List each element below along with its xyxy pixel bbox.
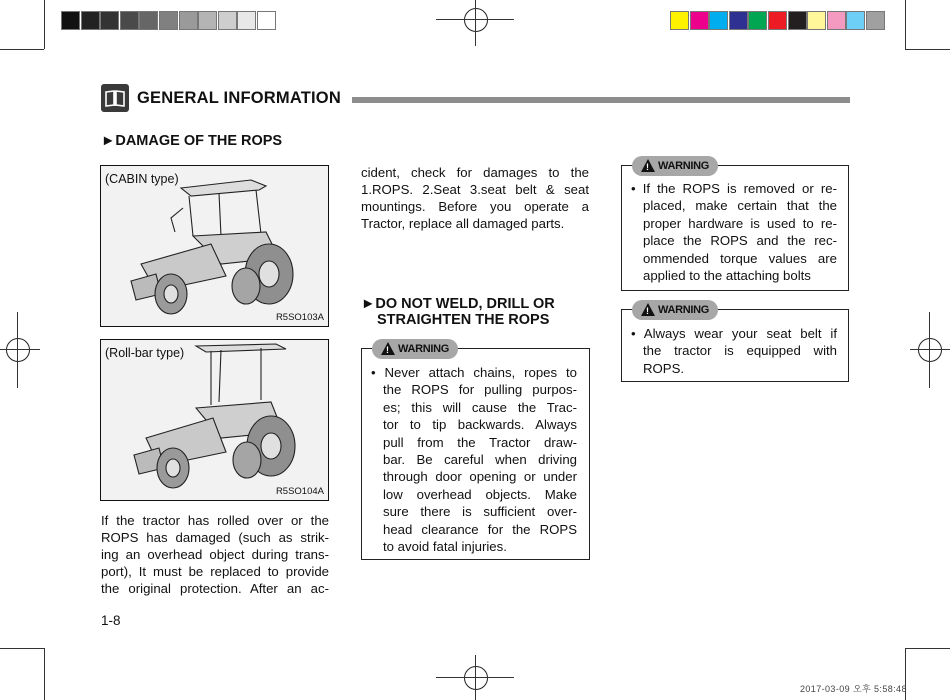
warning-text-line: low overhead objects. Make xyxy=(383,486,577,502)
print-timestamp: 2017-03-09 오후 5:58:48 xyxy=(800,684,907,694)
cabin-tractor-illustration xyxy=(101,166,330,328)
figure-caption: (Roll-bar type) xyxy=(105,346,185,360)
warning-text-line: bar. Be careful when driving xyxy=(383,452,577,467)
crop-mark xyxy=(905,49,950,50)
crop-mark xyxy=(44,0,45,49)
color-swatch xyxy=(827,11,846,30)
color-swatch xyxy=(709,11,728,30)
warning-label xyxy=(632,156,718,176)
text-line: Tractor, replace all damaged parts. xyxy=(361,216,565,231)
book-icon xyxy=(101,84,129,112)
section-title: ►DAMAGE OF THE ROPS xyxy=(101,133,283,149)
warning-text-line: tor to tip backwards. Always xyxy=(383,417,577,433)
color-swatch xyxy=(237,11,256,30)
crop-mark xyxy=(905,0,906,49)
color-swatch xyxy=(807,11,826,30)
page-number: 1-8 xyxy=(101,613,121,628)
color-swatch xyxy=(81,11,100,30)
color-swatch xyxy=(690,11,709,30)
figure-rollbar-tractor xyxy=(100,339,329,501)
figure-cabin-tractor xyxy=(100,165,329,327)
warning-text-line: proper hardware is used to re- xyxy=(643,215,837,231)
crop-mark xyxy=(44,648,45,700)
warning-text-line: the ROPS for pulling purpos- xyxy=(383,382,577,398)
warning-triangle-icon: ! xyxy=(381,342,395,355)
warning-text-line: place the ROPS and the rec- xyxy=(643,233,837,249)
color-swatch xyxy=(768,11,787,30)
color-swatch xyxy=(218,11,237,30)
warning-triangle-icon: ! xyxy=(641,159,655,172)
color-swatch xyxy=(257,11,276,30)
text-line: cident, check for damages to the xyxy=(361,165,589,180)
warning-text-line: ROPS. xyxy=(643,360,685,376)
crop-mark xyxy=(905,648,950,649)
color-swatch xyxy=(729,11,748,30)
warning-text-line: • If the ROPS is removed or re- xyxy=(631,181,837,196)
warning-label xyxy=(632,300,718,320)
warning-text-line: sure there is sufficient over- xyxy=(383,504,577,520)
color-swatch xyxy=(670,11,689,30)
page-title: GENERAL INFORMATION xyxy=(137,89,341,107)
text-line: mountings. Before you operate a xyxy=(361,199,589,214)
registration-line xyxy=(475,0,476,46)
section-title: ►DO NOT WELD, DRILL OR xyxy=(361,296,555,312)
color-swatch xyxy=(61,11,80,30)
color-swatch xyxy=(120,11,139,30)
rollbar-tractor-illustration xyxy=(101,340,330,502)
text-line: ing an overhead object during trans- xyxy=(101,547,329,562)
registration-line xyxy=(910,349,950,350)
warning-text-line: es; this will cause the Trac- xyxy=(383,399,577,415)
header-rule xyxy=(352,97,850,103)
color-swatch xyxy=(179,11,198,30)
text-line: port), It must be replaced to provide xyxy=(101,564,329,579)
warning-label-text: WARNING xyxy=(398,343,450,355)
color-swatch xyxy=(788,11,807,30)
warning-text-line: head clearance for the ROPS xyxy=(383,521,577,537)
color-swatch xyxy=(139,11,158,30)
text-line: the original protection. After an ac- xyxy=(101,581,329,596)
warning-text-line: pull from the Tractor draw- xyxy=(383,434,577,450)
warning-text-line: • Always wear your seat belt if xyxy=(631,326,837,341)
warning-text-line: applied to the attaching bolts xyxy=(643,268,811,283)
warning-text-line: the tractor is equipped with xyxy=(643,343,837,359)
section-title-continued: STRAIGHTEN THE ROPS xyxy=(377,312,550,328)
figure-code: R5SO104A xyxy=(275,486,324,497)
text-line: If the tractor has rolled over or the xyxy=(101,513,329,528)
color-swatch xyxy=(100,11,119,30)
crop-mark xyxy=(0,49,44,50)
warning-label-text: WARNING xyxy=(658,160,710,172)
registration-mark-icon xyxy=(464,666,488,690)
warning-text-line: through door opening or under xyxy=(383,469,577,485)
color-swatch xyxy=(748,11,767,30)
figure-code: R5SO103A xyxy=(275,312,324,323)
registration-mark-icon xyxy=(918,338,942,362)
warning-triangle-icon: ! xyxy=(641,303,655,316)
warning-text-line: placed, make certain that the xyxy=(643,198,837,214)
registration-line xyxy=(0,349,40,350)
text-line: ROPS has damaged (such as strik- xyxy=(101,530,329,545)
registration-mark-icon xyxy=(6,338,30,362)
warning-label xyxy=(372,339,458,359)
text-line: 1.ROPS. 2.Seat 3.seat belt & seat xyxy=(361,182,589,197)
color-swatch xyxy=(866,11,885,30)
color-swatch xyxy=(846,11,865,30)
warning-label-text: WARNING xyxy=(658,304,710,316)
warning-text-line: • Never attach chains, ropes to xyxy=(371,365,577,380)
crop-mark xyxy=(0,648,44,649)
color-swatch xyxy=(198,11,217,30)
warning-text-line: to avoid fatal injuries. xyxy=(383,539,507,554)
color-swatch xyxy=(159,11,178,30)
registration-line xyxy=(475,655,476,700)
figure-caption: (CABIN type) xyxy=(105,172,179,186)
registration-line xyxy=(929,312,930,388)
registration-mark-icon xyxy=(464,8,488,32)
registration-line xyxy=(17,312,18,388)
warning-text-line: ommended torque values are xyxy=(643,250,837,266)
